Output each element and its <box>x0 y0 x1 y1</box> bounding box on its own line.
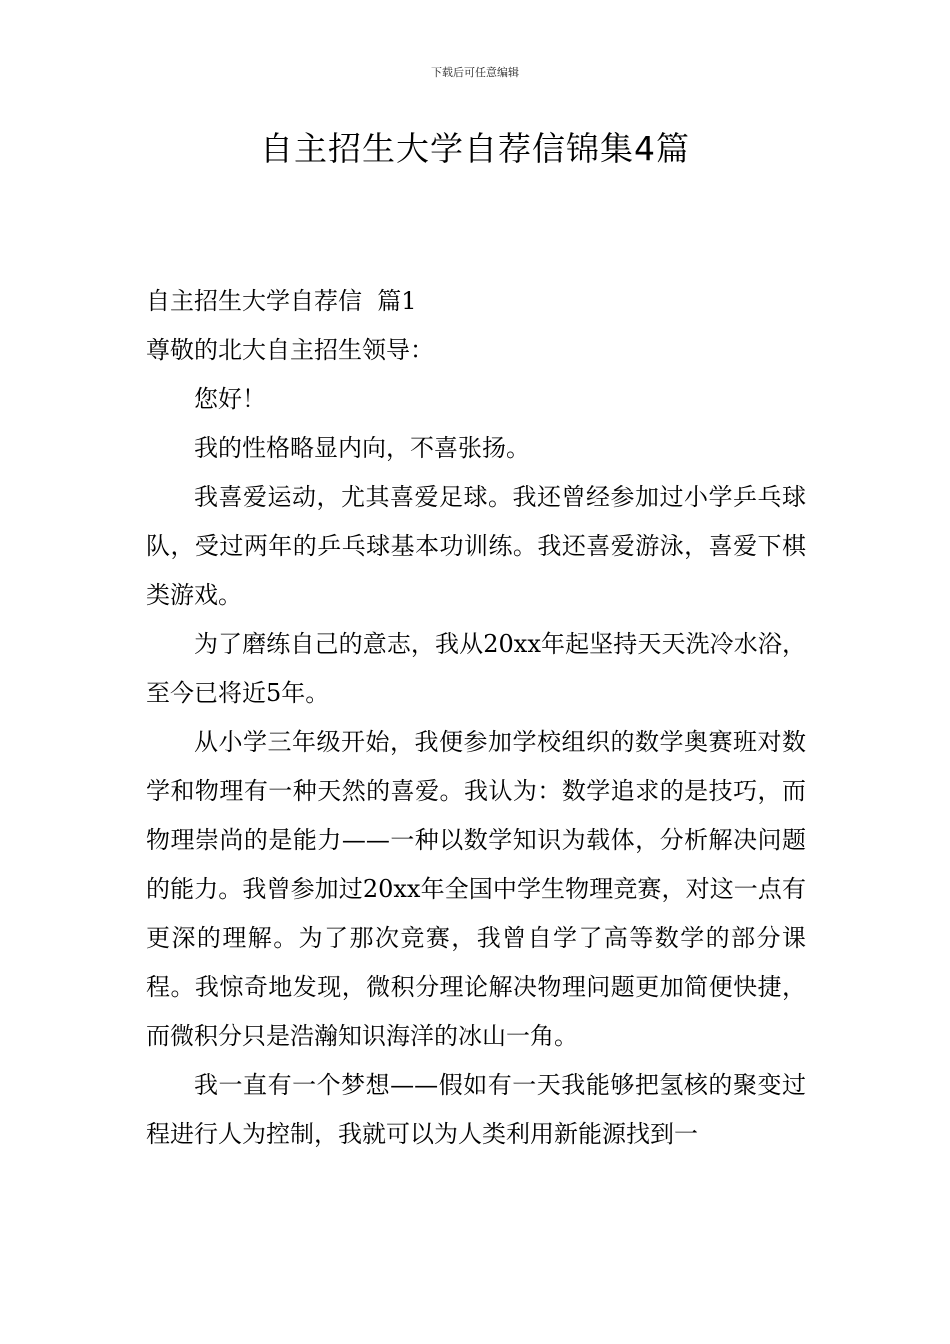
paragraph-math-physics: 从小学三年级开始，我便参加学校组织的数学奥赛班对数学和物理有一种天然的喜爱。我认为：数学追求的是技巧，而物理崇尚的是能力——一种以数学知识为载体，分析解决问题的能力。我曾参加过20xx年全国中学生物理竞赛，对这一点有更深的理解。为了那次竞赛，我曾自学了高等数学的部分课程。我惊奇地发现，微积分理论解决物理问题更加简便快捷，而微积分只是浩瀚知识海洋的冰山一角。 <box>146 728 806 1050</box>
section-heading: 自主招生大学自荐信 篇1 <box>146 287 417 315</box>
document-body <box>146 277 806 1159</box>
salutation: 尊敬的北大自主招生领导： <box>146 336 434 364</box>
document-title: 自主招生大学自荐信锦集4篇 <box>260 129 690 168</box>
paragraph-cold-bath: 为了磨练自己的意志，我从20xx年起坚持天天洗冷水浴，至今已将近5年。 <box>146 630 806 707</box>
paragraph-sports: 我喜爱运动，尤其喜爱足球。我还曾经参加过小学乒乓球队，受过两年的乒乓球基本功训练。我还喜爱游泳，喜爱下棋类游戏。 <box>146 483 806 609</box>
paragraph-personality: 我的性格略显内向，不喜张扬。 <box>194 434 530 462</box>
paragraph-greeting: 您好！ <box>194 385 266 413</box>
paragraph-dream: 我一直有一个梦想——假如有一天我能够把氢核的聚变过程进行人为控制，我就可以为人类利用新能源找到一 <box>146 1071 806 1148</box>
header-note: 下载后可任意编辑 <box>431 66 519 79</box>
